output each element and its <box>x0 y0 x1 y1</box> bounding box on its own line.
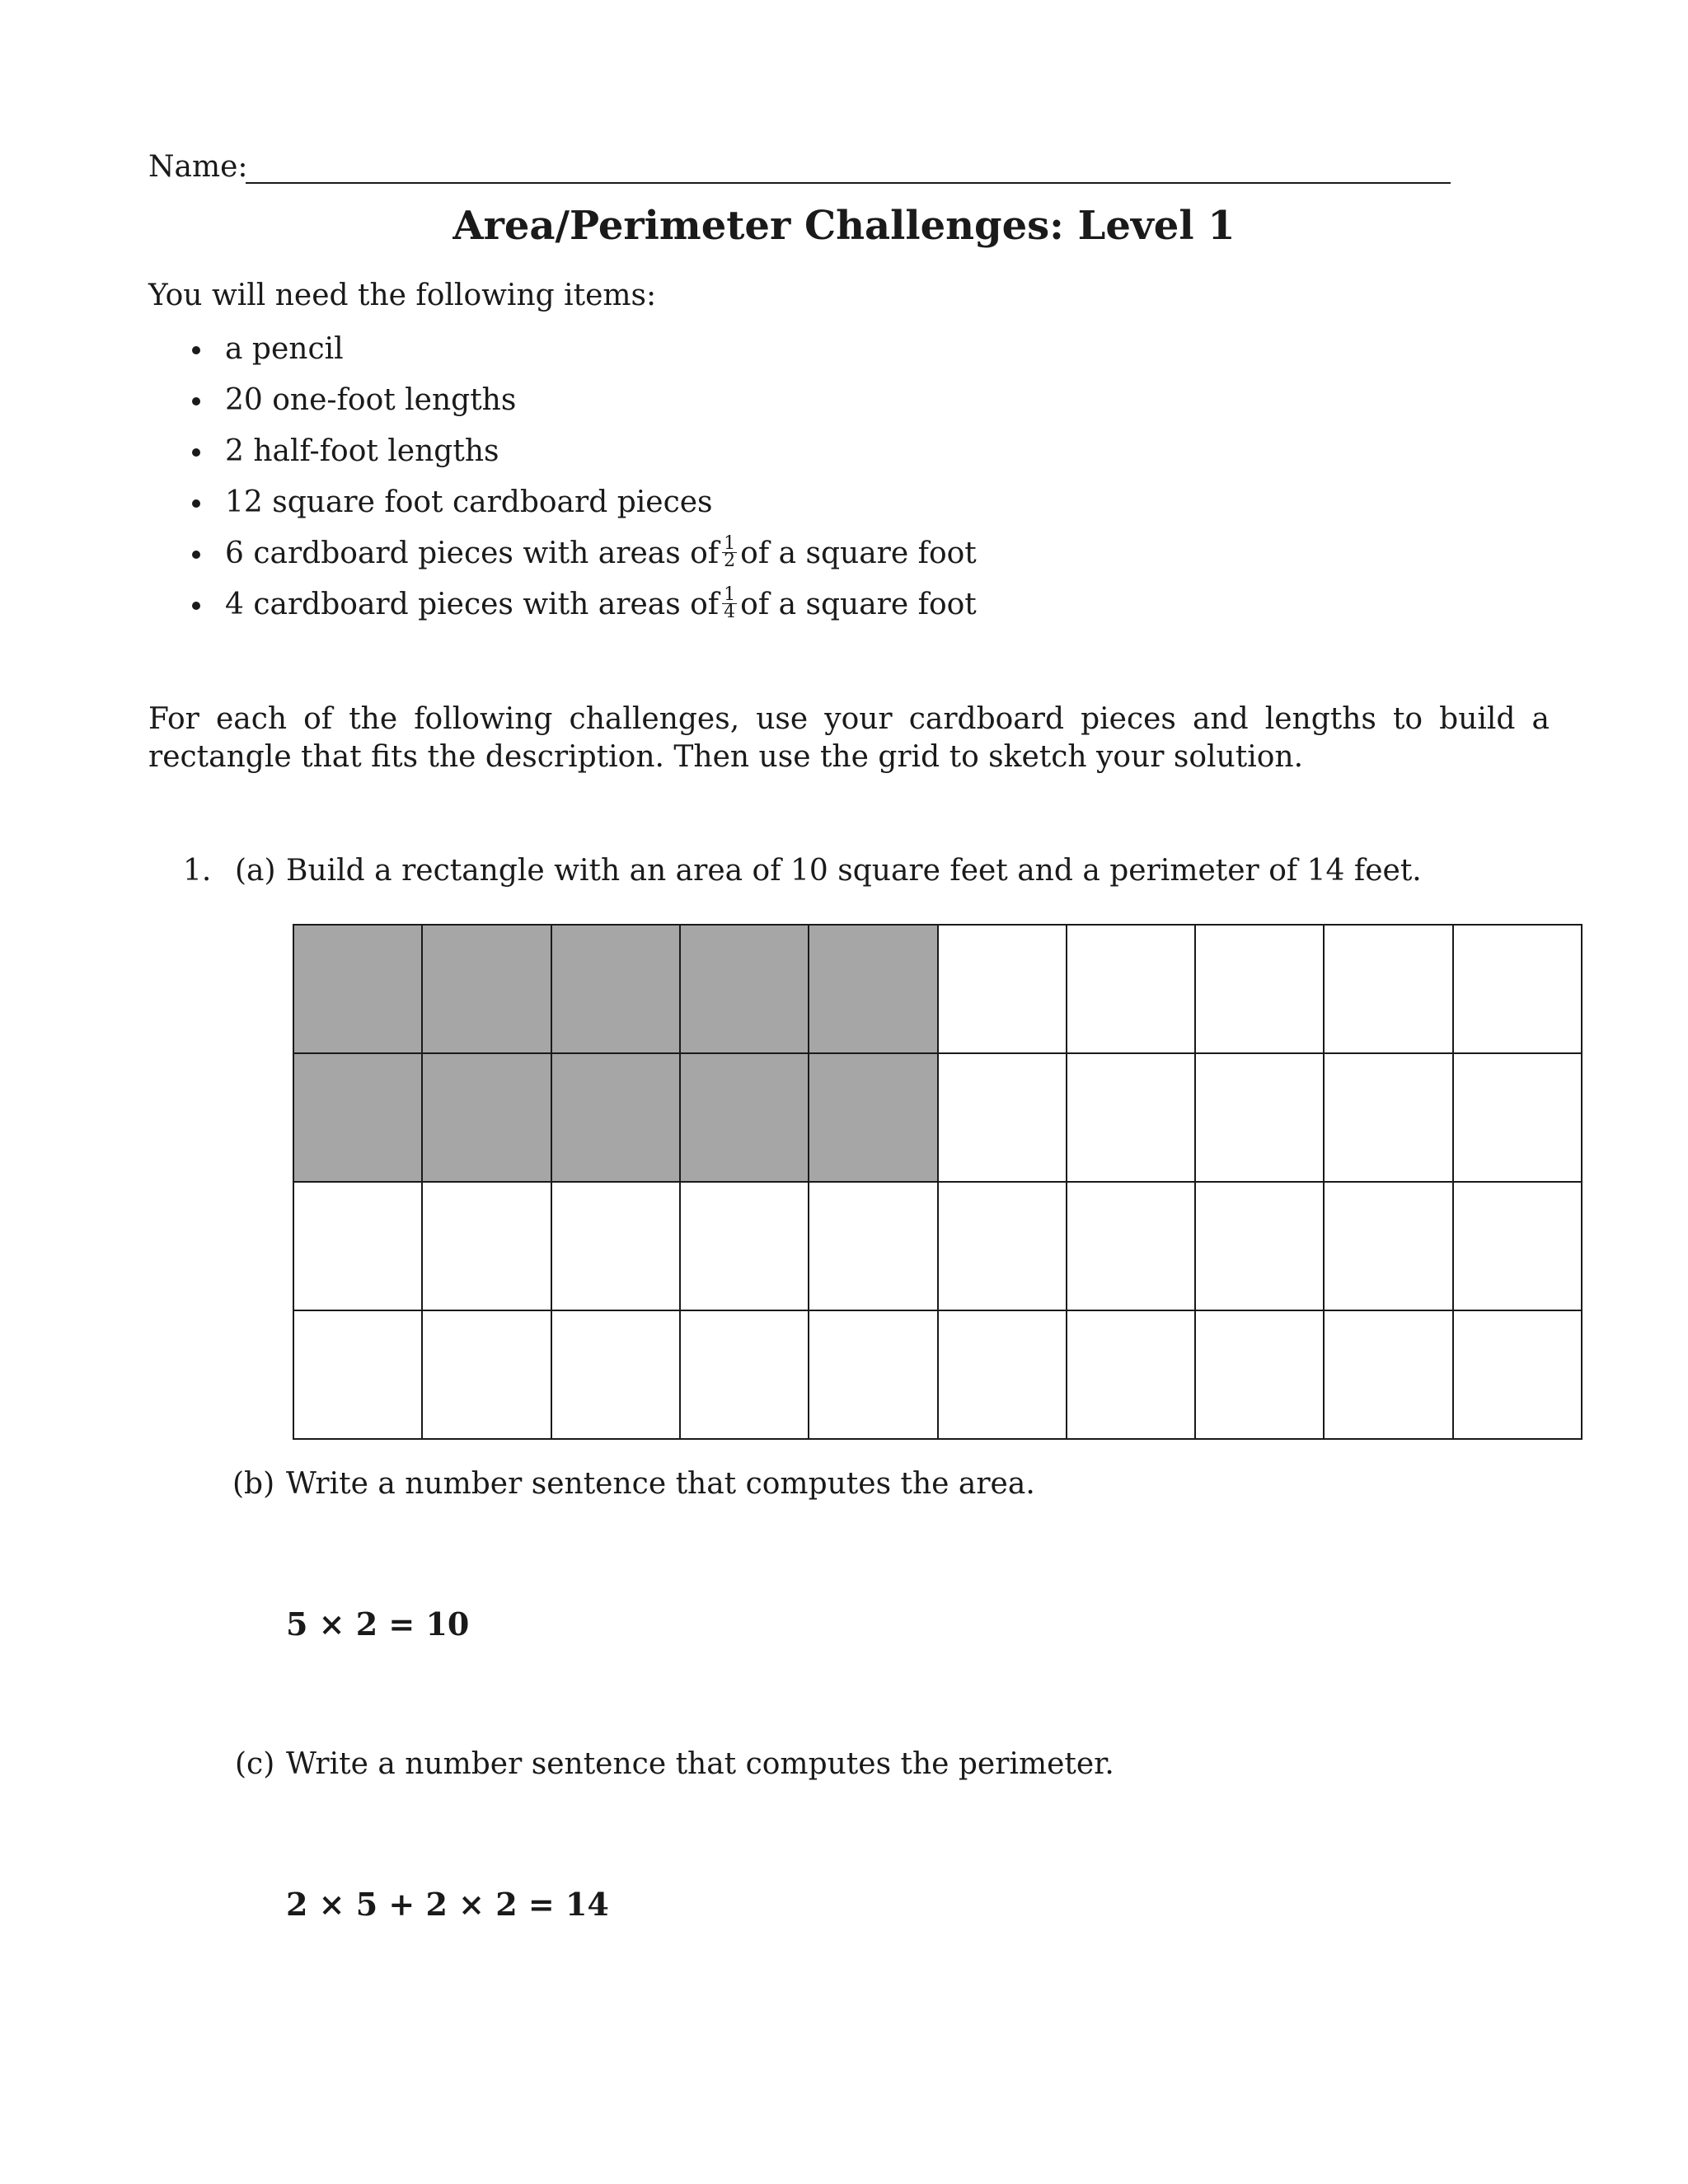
grid-cell[interactable] <box>937 1052 1066 1181</box>
items-list <box>185 330 977 636</box>
name-field-line[interactable] <box>246 182 1451 184</box>
items-intro: You will need the following items: <box>148 279 657 312</box>
grid-cell-shaded[interactable] <box>808 924 936 1052</box>
item-text-post: of a square foot <box>740 537 977 570</box>
fraction-numerator: 1 <box>724 532 736 554</box>
bullet-icon <box>192 499 200 508</box>
list-item <box>185 534 977 585</box>
grid-cell-shaded[interactable] <box>679 1052 808 1181</box>
grid-cell[interactable] <box>551 1310 679 1438</box>
list-item <box>185 483 977 534</box>
grid-cell[interactable] <box>1194 924 1323 1052</box>
grid-cell[interactable] <box>808 1181 936 1310</box>
perimeter-answer: 2 × 5 + 2 × 2 = 14 <box>286 1886 609 1923</box>
grid-cell[interactable] <box>1323 924 1451 1052</box>
fraction-denominator: 4 <box>724 601 736 622</box>
grid-cell[interactable] <box>937 1181 1066 1310</box>
item-text-post: of a square foot <box>740 588 977 621</box>
fraction <box>722 583 737 622</box>
grid-cell[interactable] <box>293 1181 421 1310</box>
bullet-icon <box>192 397 200 405</box>
bullet-icon <box>192 346 200 354</box>
name-label: Name: <box>148 150 248 184</box>
grid-cell[interactable] <box>1194 1310 1323 1438</box>
bullet-icon <box>192 551 200 559</box>
grid-cell-shaded[interactable] <box>293 1052 421 1181</box>
grid-cell-shaded[interactable] <box>421 924 550 1052</box>
part-c-label: (c) <box>235 1747 275 1781</box>
grid-cell[interactable] <box>1194 1181 1323 1310</box>
grid-cell[interactable] <box>808 1310 936 1438</box>
grid-cell-shaded[interactable] <box>293 924 421 1052</box>
grid-cell[interactable] <box>679 1310 808 1438</box>
grid-cell-shaded[interactable] <box>551 924 679 1052</box>
grid-cell-shaded[interactable] <box>808 1052 936 1181</box>
problem-number: 1. <box>183 854 212 888</box>
item-text-pre: 6 cardboard pieces with areas of <box>225 537 720 570</box>
grid-cell[interactable] <box>937 924 1066 1052</box>
grid-cell[interactable] <box>1323 1052 1451 1181</box>
bullet-icon <box>192 602 200 610</box>
instructions-paragraph: For each of the following challenges, use your cardboard pieces and lengths to build a rectangle that fits the description. Then use the grid to sketch your solution. <box>148 702 1550 774</box>
fraction-denominator: 2 <box>724 550 736 571</box>
grid-cell[interactable] <box>1066 1310 1194 1438</box>
list-item <box>185 585 977 636</box>
grid-cell[interactable] <box>421 1310 550 1438</box>
grid-cell-shaded[interactable] <box>551 1052 679 1181</box>
grid-cell[interactable] <box>1066 1181 1194 1310</box>
part-b-text: Write a number sentence that computes the area. <box>286 1467 1035 1501</box>
grid-cell-shaded[interactable] <box>421 1052 550 1181</box>
part-c-text: Write a number sentence that computes the perimeter. <box>286 1747 1114 1781</box>
item-text: 2 half-foot lengths <box>225 434 499 468</box>
list-item <box>185 432 977 483</box>
grid-cell[interactable] <box>551 1181 679 1310</box>
grid-cell[interactable] <box>1452 924 1581 1052</box>
part-a-label: (a) <box>235 854 276 888</box>
grid-cell[interactable] <box>1066 1052 1194 1181</box>
part-a-text: Build a rectangle with an area of 10 square feet and a perimeter of 14 feet. <box>286 854 1422 888</box>
sketch-grid[interactable] <box>293 924 1582 1440</box>
page-title: Area/Perimeter Challenges: Level 1 <box>452 203 1236 249</box>
item-text-pre: 4 cardboard pieces with areas of <box>225 588 720 621</box>
fraction-numerator: 1 <box>724 583 736 605</box>
bullet-icon <box>192 448 200 457</box>
list-item <box>185 330 977 381</box>
item-text: a pencil <box>225 332 344 366</box>
grid-cell[interactable] <box>1066 924 1194 1052</box>
grid-cell[interactable] <box>679 1181 808 1310</box>
part-b-label: (b) <box>232 1467 275 1501</box>
grid-cell[interactable] <box>1452 1310 1581 1438</box>
grid-cell[interactable] <box>293 1310 421 1438</box>
grid-cell-shaded[interactable] <box>679 924 808 1052</box>
grid-cell[interactable] <box>1194 1052 1323 1181</box>
item-text: 12 square foot cardboard pieces <box>225 485 713 519</box>
grid-cell[interactable] <box>1452 1052 1581 1181</box>
grid-cell[interactable] <box>421 1181 550 1310</box>
fraction <box>722 532 737 571</box>
item-text: 20 one-foot lengths <box>225 383 517 417</box>
grid-cell[interactable] <box>937 1310 1066 1438</box>
list-item <box>185 381 977 432</box>
grid-cell[interactable] <box>1452 1181 1581 1310</box>
area-answer: 5 × 2 = 10 <box>286 1605 470 1643</box>
grid-cell[interactable] <box>1323 1310 1451 1438</box>
grid-cell[interactable] <box>1323 1181 1451 1310</box>
